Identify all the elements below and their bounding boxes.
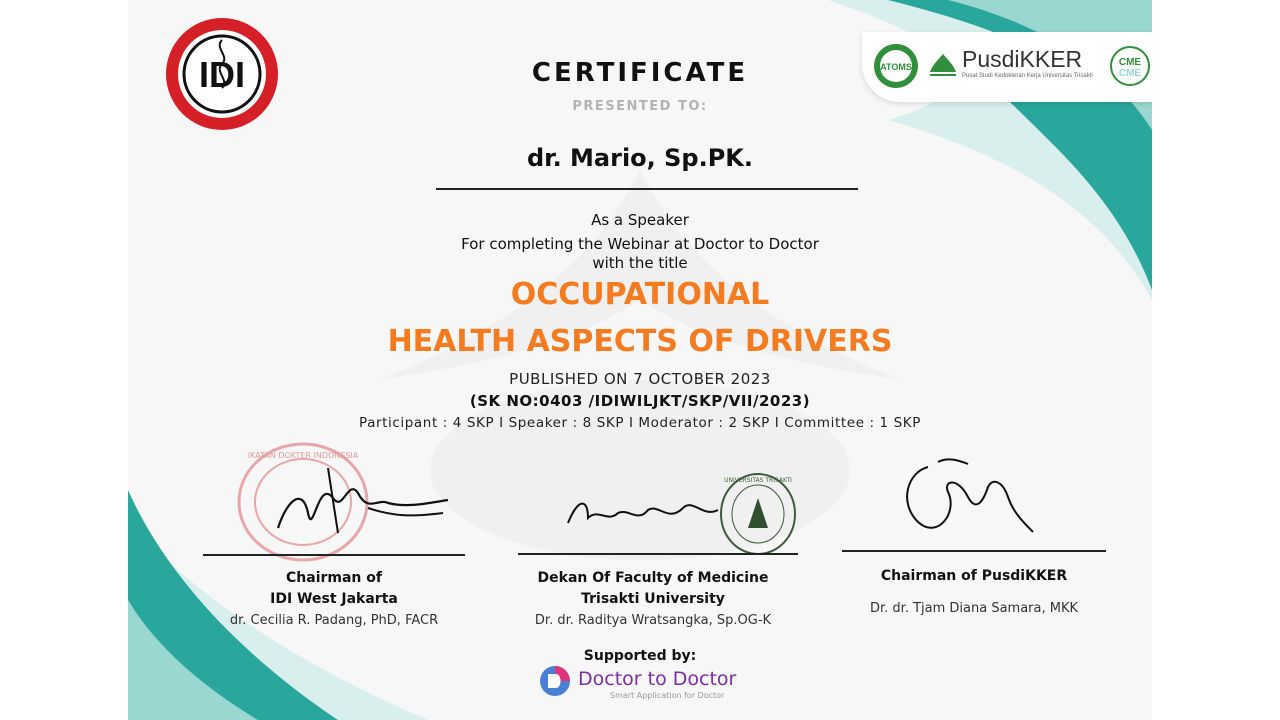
skp-credits: Participant : 4 SKP I Speaker : 8 SKP I Moderator : 2 SKP I Committee : 1 SKP xyxy=(358,415,921,431)
signature-line-1 xyxy=(203,554,465,556)
cme-logo-text: CME xyxy=(1118,57,1142,68)
presented-to-label: PRESENTED TO: xyxy=(572,99,708,114)
signatory-1-role xyxy=(198,568,470,610)
doctor-to-doctor-logo-icon xyxy=(538,664,572,698)
signatory-3-role-line1: Chairman of PusdiKKER xyxy=(880,568,1068,584)
recipient-underline xyxy=(436,188,858,190)
signature-line-2 xyxy=(518,553,798,555)
signatory-2-role-line1: Dekan Of Faculty of Medicine xyxy=(537,570,769,586)
signatory-1-role-line1: Chairman of xyxy=(286,570,382,586)
webinar-title-line2: HEALTH ASPECTS OF DRIVERS xyxy=(387,324,893,359)
pusdikker-subtitle: Pusat Studi Kedokteran Kerja Universitas Trisakti xyxy=(962,73,1093,79)
signature-line-3 xyxy=(842,550,1106,552)
signature-2 xyxy=(558,488,728,538)
atoms-logo-text: ATOMS xyxy=(880,62,912,72)
signatory-1-role-line2: IDI West Jakarta xyxy=(270,591,398,607)
signatory-2-name: Dr. dr. Raditya Wratsangka, Sp.OG-K xyxy=(534,613,772,628)
recipient-name: dr. Mario, Sp.PK. xyxy=(526,144,754,172)
svg-text:CME: CME xyxy=(1118,68,1142,79)
signatory-1-name: dr. Cecilia R. Padang, PhD, FACR xyxy=(229,613,439,628)
trisakti-stamp xyxy=(718,470,798,558)
supported-by-label: Supported by: xyxy=(583,648,697,664)
doctor-to-doctor-brand: Doctor to Doctor xyxy=(578,668,737,690)
webinar-title-line1: OCCUPATIONAL xyxy=(510,277,770,312)
doctor-to-doctor-tagline: Smart Application for Doctor xyxy=(610,691,725,700)
signature-1 xyxy=(258,458,458,548)
signatory-2-role xyxy=(508,568,798,610)
trisakti-stamp-text: UNIVERSITAS TRISAKTI xyxy=(724,477,792,484)
published-date: PUBLISHED ON 7 OCTOBER 2023 xyxy=(509,370,771,388)
pusdikker-name: PusdiKKER xyxy=(962,46,1083,72)
title-intro: with the title xyxy=(592,254,688,272)
certificate-page xyxy=(128,0,1152,720)
completion-line: For completing the Webinar at Doctor to Doctor xyxy=(461,235,819,253)
idi-stamp-text: IKATAN DOKTER INDONESIA xyxy=(247,451,359,460)
signatory-3-role xyxy=(842,566,1106,587)
sk-number: (SK NO:0403 /IDIWILJKT/SKP/VII/2023) xyxy=(469,392,811,410)
certificate-title: CERTIFICATE xyxy=(531,58,749,88)
signatory-3-name: Dr. dr. Tjam Diana Samara, MKK xyxy=(869,601,1079,616)
signatory-2-role-line2: Trisakti University xyxy=(581,591,725,607)
idi-logo-text: IDI xyxy=(198,54,246,95)
signature-3 xyxy=(888,452,1048,552)
role-line: As a Speaker xyxy=(591,211,689,229)
